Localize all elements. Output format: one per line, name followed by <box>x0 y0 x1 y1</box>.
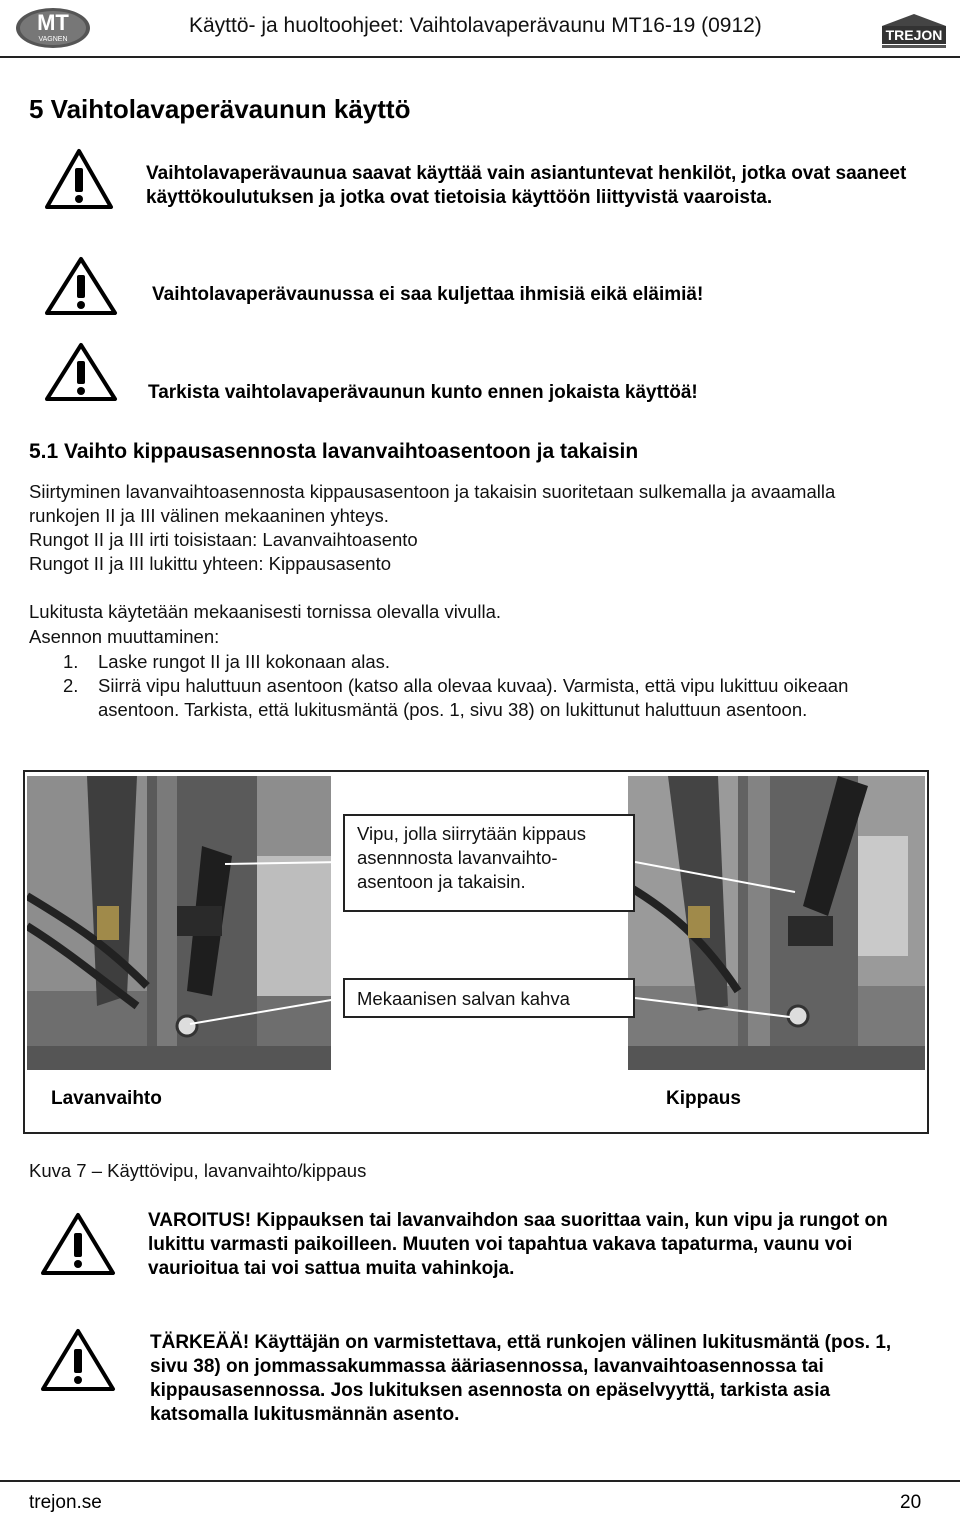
step-text: Siirrä vipu haluttuun asentoon (katso alla olevaa kuvaa). Varmista, että vipu lukittuu oikeaan asentoon. Tarkista, että lukitusmäntä (pos. 1, sivu 38) on lukittunut haluttuun asentoon. <box>98 675 849 720</box>
figure-caption: Kuva 7 – Käyttövipu, lavanvaihto/kippaus <box>29 1160 367 1181</box>
svg-text:VAGNEN: VAGNEN <box>38 36 68 43</box>
photo-kippaus <box>628 776 925 1070</box>
list-item <box>29 650 918 674</box>
warning-triangle-icon <box>40 1328 116 1392</box>
paragraph-intro: Siirtyminen lavanvaihtoasennosta kippausasentoon ja takaisin suoritetaan sulkemalla ja avaamalla runkojen II ja III välinen mekaaninen yhteys. <box>29 481 836 526</box>
warning-triangle-icon <box>40 1212 116 1276</box>
list-item <box>29 674 918 722</box>
warning-text-3: Tarkista vaihtolavaperävaunun kunto ennen jokaista käyttöä! <box>148 382 698 403</box>
paragraph-steps-heading: Asennon muuttaminen: <box>29 626 220 647</box>
warning-triangle-icon <box>44 342 118 402</box>
page-number: 20 <box>900 1492 922 1513</box>
photo-lavanvaihto <box>27 776 331 1070</box>
notice-important-text: TÄRKEÄÄ! Käyttäjän on varmistettava, että runkojen välinen lukitusmäntä (pos. 1, sivu 38) on jommassakummassa ääriasennossa, lavanvaihtoasennossa tai kippausasennossa. Jos lukituksen asennosta on epäselvyyttä, tarkista asia katsomalla lukitusmännän asento. <box>150 1332 892 1425</box>
svg-text:MT: MT <box>37 10 69 35</box>
footer-divider <box>0 1480 960 1482</box>
trejon-logo <box>880 12 948 50</box>
label-kippaus: Kippaus <box>666 1088 741 1109</box>
steps-list <box>29 650 918 722</box>
header-divider <box>0 56 960 58</box>
step-number: 2. <box>63 675 79 696</box>
callout-lever: Vipu, jolla siirrytään kippaus asennnosta lavanvaihto-asentoon ja takaisin. <box>343 814 635 912</box>
page-header <box>0 0 960 60</box>
svg-text:TREJON: TREJON <box>885 27 943 43</box>
document-title: Käyttö- ja huoltoohjeet: Vaihtolavaperävaunu MT16-19 (0912) <box>189 14 762 37</box>
step-number: 1. <box>63 651 79 672</box>
step-text: Laske rungot II ja III kokonaan alas. <box>98 651 391 672</box>
paragraph-locked: Rungot II ja III lukittu yhteen: Kippausasento <box>29 553 392 574</box>
subsection-title: 5.1 Vaihto kippausasennosta lavanvaihtoasentoon ja takaisin <box>29 440 639 463</box>
callout-latch-handle: Mekaanisen salvan kahva <box>343 978 635 1018</box>
label-lavanvaihto: Lavanvaihto <box>51 1088 162 1109</box>
lever-photo-left <box>27 776 331 1070</box>
warning-triangle-icon <box>44 148 114 210</box>
paragraph-separated: Rungot II ja III irti toisistaan: Lavanvaihtoasento <box>29 529 418 550</box>
mt-vagnen-logo <box>14 6 92 50</box>
figure-lever-photos <box>23 770 929 1134</box>
warning-text-2: Vaihtolavaperävaunussa ei saa kuljettaa ihmisiä eikä eläimiä! <box>152 284 704 305</box>
paragraph-lever: Lukitusta käytetään mekaanisesti tornissa olevalla vivulla. <box>29 601 501 622</box>
footer-website: trejon.se <box>29 1492 102 1513</box>
warning-text-1: Vaihtolavaperävaunua saavat käyttää vain asiantuntevat henkilöt, jotka ovat saaneet käyttökoulutuksen ja jotka ovat tietoisia käyttöön liittyvistä vaaroista. <box>146 163 907 208</box>
section-title: 5 Vaihtolavaperävaunun käyttö <box>29 94 411 124</box>
lever-photo-right <box>628 776 925 1070</box>
warning-triangle-icon <box>44 256 118 316</box>
notice-warning-text: VAROITUS! Kippauksen tai lavanvaihdon saa suorittaa vain, kun vipu ja rungot on lukittu varmasti paikoilleen. Muuten voi tapahtua vakava tapaturma, vaunu voi vaurioitua tai voi sattua muita vahinkoja. <box>148 1210 888 1279</box>
